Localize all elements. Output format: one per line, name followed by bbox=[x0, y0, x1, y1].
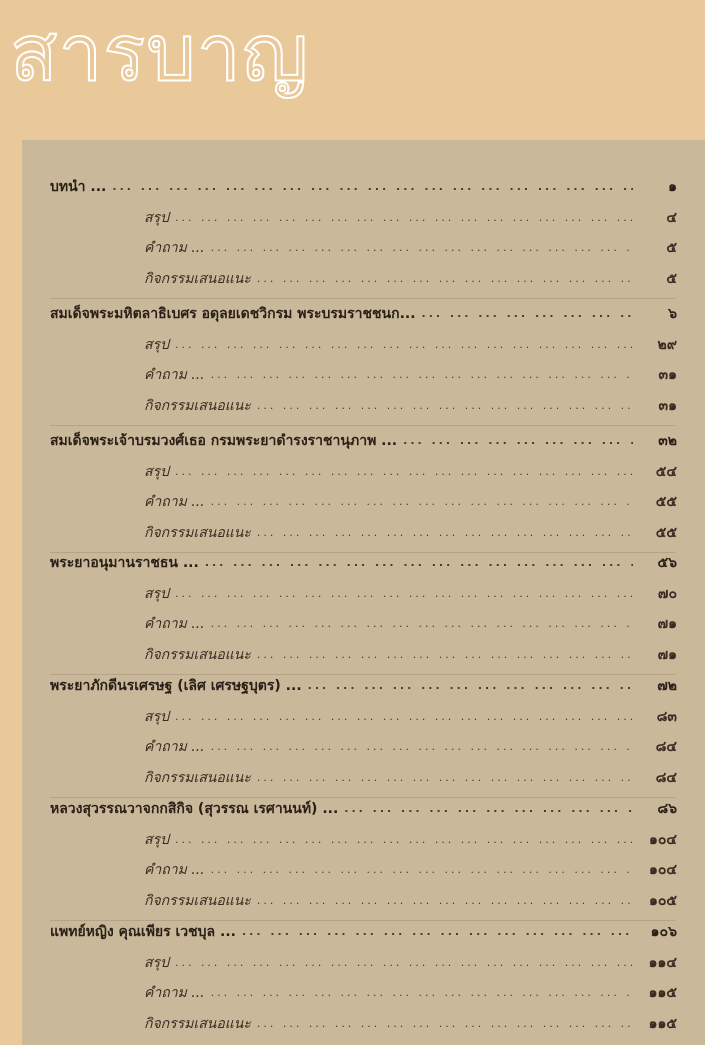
toc-sub-row bbox=[144, 888, 677, 914]
toc-sub-title: คำถาม ... bbox=[144, 240, 205, 256]
dot-leader bbox=[211, 980, 633, 1006]
toc-sub-title: คำถาม ... bbox=[144, 616, 205, 632]
toc-page-number: ๘๖ bbox=[657, 801, 677, 817]
toc-chapter-title: พระยาอนุมานราชธน ... bbox=[50, 555, 199, 571]
dot-leader bbox=[422, 301, 633, 327]
toc-page-number: ๔ bbox=[666, 209, 677, 226]
toc-page-number: ๑๐๕ bbox=[648, 892, 677, 909]
toc-page-number: ๕ bbox=[666, 240, 677, 256]
toc-sub-title: สรุป bbox=[144, 463, 169, 480]
toc-chapter-row bbox=[50, 301, 677, 327]
toc-sub-title: คำถาม ... bbox=[144, 367, 205, 383]
toc-sub-title: กิจกรรมเสนอแนะ bbox=[144, 397, 251, 414]
toc-sub-row bbox=[144, 642, 677, 668]
toc-sub-row bbox=[144, 950, 677, 976]
dot-leader bbox=[257, 266, 633, 292]
toc-sub-title: สรุป bbox=[144, 585, 169, 602]
toc-chapter-title: หลวงสุวรรณวาจกกสิกิจ (สุวรรณ เรศานนท์) ... bbox=[50, 801, 339, 817]
toc-page-number: ๓๑ bbox=[658, 367, 677, 383]
toc-sub-title: สรุป bbox=[144, 831, 169, 848]
dot-leader bbox=[211, 734, 633, 760]
toc-chapter-row bbox=[50, 673, 677, 699]
toc-page-number: ๑๑๕ bbox=[648, 985, 677, 1001]
toc-page-number: ๑๐๖ bbox=[650, 924, 677, 940]
dot-leader bbox=[257, 393, 633, 419]
toc-sub-title: กิจกรรมเสนอแนะ bbox=[144, 646, 251, 663]
toc-sub-title: คำถาม ... bbox=[144, 494, 205, 510]
toc-page-number: ๑๑๔ bbox=[648, 954, 677, 971]
toc-sub-row bbox=[144, 393, 677, 419]
dot-leader bbox=[257, 765, 633, 791]
toc-panel bbox=[22, 140, 705, 1045]
toc-sub-row bbox=[144, 489, 677, 515]
dot-leader bbox=[257, 888, 633, 914]
toc-sub-title: กิจกรรมเสนอแนะ bbox=[144, 524, 251, 541]
toc-chapter-row bbox=[50, 428, 677, 454]
toc-sub-title: คำถาม ... bbox=[144, 739, 205, 755]
toc-chapter-row bbox=[50, 550, 677, 576]
toc-sub-row bbox=[144, 362, 677, 388]
dot-leader bbox=[211, 362, 633, 388]
toc-page-number: ๕๔ bbox=[655, 463, 677, 480]
toc-page-number: ๗๒ bbox=[657, 678, 677, 694]
toc-page-number: ๑๑๕ bbox=[648, 1015, 677, 1032]
dot-leader bbox=[308, 673, 633, 699]
dot-leader bbox=[257, 642, 633, 668]
toc-chapter-title: พระยาภักดีนรเศรษฐ (เลิศ เศรษฐบุตร) ... bbox=[50, 678, 302, 694]
toc-chapter-title: สมเด็จพระเจ้าบรมวงศ์เธอ กรมพระยาดำรงราชานุภาพ ... bbox=[50, 433, 398, 449]
dot-leader bbox=[257, 1011, 633, 1037]
toc-sub-title: กิจกรรมเสนอแนะ bbox=[144, 892, 251, 909]
toc-sub-row bbox=[144, 611, 677, 637]
toc-sub-title: สรุป bbox=[144, 954, 169, 971]
toc-sub-row bbox=[144, 332, 677, 358]
toc-page-number: ๘๔ bbox=[655, 769, 677, 786]
toc-sub-row bbox=[144, 459, 677, 485]
toc-sub-title: กิจกรรมเสนอแนะ bbox=[144, 270, 251, 287]
toc-page-number: ๒๙ bbox=[657, 336, 677, 353]
toc-chapter-title: บทนำ ... bbox=[50, 179, 107, 195]
toc-sub-row bbox=[144, 205, 677, 231]
dot-leader bbox=[344, 796, 633, 822]
toc-sub-title: สรุป bbox=[144, 336, 169, 353]
toc-page-number: ๕๕ bbox=[655, 524, 677, 541]
dot-leader bbox=[175, 459, 633, 485]
dot-leader bbox=[175, 704, 633, 730]
toc-page-number: ๗๑ bbox=[657, 616, 677, 632]
dot-leader bbox=[211, 611, 633, 637]
toc-sub-title: กิจกรรมเสนอแนะ bbox=[144, 769, 251, 786]
toc-page-number: ๗๑ bbox=[657, 646, 677, 663]
page-title: สารบาญ bbox=[10, 9, 310, 99]
toc-page-number: ๘๓ bbox=[656, 708, 677, 725]
toc-page-number: ๕ bbox=[666, 270, 677, 287]
toc-page-number: ๗๐ bbox=[657, 585, 677, 602]
toc-sub-row bbox=[144, 704, 677, 730]
dot-leader bbox=[257, 520, 633, 546]
toc-sub-title: คำถาม ... bbox=[144, 862, 205, 878]
toc-page-number: ๓๒ bbox=[658, 433, 677, 449]
toc-sub-row bbox=[144, 1011, 677, 1037]
dot-leader bbox=[112, 174, 633, 200]
toc-page-number: ๑๐๔ bbox=[648, 831, 677, 848]
section-divider bbox=[50, 298, 675, 299]
toc-chapter-title: สมเด็จพระมหิตลาธิเบศร อดุลยเดชวิกรม พระบรมราชชนก... bbox=[50, 306, 416, 322]
toc-page-number: ๖ bbox=[668, 306, 677, 322]
toc-chapter-row bbox=[50, 919, 677, 945]
toc-sub-row bbox=[144, 581, 677, 607]
toc-sub-title: สรุป bbox=[144, 209, 169, 226]
dot-leader bbox=[175, 581, 633, 607]
section-divider bbox=[50, 425, 675, 426]
toc-sub-title: กิจกรรมเสนอแนะ bbox=[144, 1015, 251, 1032]
dot-leader bbox=[175, 332, 633, 358]
toc-sub-row bbox=[144, 235, 677, 261]
dot-leader bbox=[211, 235, 633, 261]
toc-sub-row bbox=[144, 827, 677, 853]
dot-leader bbox=[175, 827, 633, 853]
toc-sub-row bbox=[144, 980, 677, 1006]
toc-sub-row bbox=[144, 857, 677, 883]
toc-sub-title: สรุป bbox=[144, 708, 169, 725]
toc-page-number: ๓๑ bbox=[658, 397, 677, 414]
toc-page-number: ๑ bbox=[668, 179, 677, 195]
dot-leader bbox=[403, 428, 633, 454]
dot-leader bbox=[175, 205, 633, 231]
dot-leader bbox=[211, 857, 633, 883]
toc-chapter-row bbox=[50, 174, 677, 200]
toc-chapter-title: แพทย์หญิง คุณเพียร เวชบุล ... bbox=[50, 924, 236, 940]
toc-page-number: ๑๐๔ bbox=[648, 862, 677, 878]
dot-leader bbox=[205, 550, 633, 576]
dot-leader bbox=[211, 489, 633, 515]
toc-sub-row bbox=[144, 765, 677, 791]
toc-chapter-row bbox=[50, 796, 677, 822]
toc-page-number: ๘๔ bbox=[655, 739, 677, 755]
dot-leader bbox=[175, 950, 633, 976]
toc-sub-row bbox=[144, 266, 677, 292]
dot-leader bbox=[242, 919, 633, 945]
toc-sub-row bbox=[144, 734, 677, 760]
toc-sub-title: คำถาม ... bbox=[144, 985, 205, 1001]
toc-page-number: ๕๕ bbox=[655, 494, 677, 510]
toc-page-number: ๕๖ bbox=[657, 555, 677, 571]
toc-sub-row bbox=[144, 520, 677, 546]
